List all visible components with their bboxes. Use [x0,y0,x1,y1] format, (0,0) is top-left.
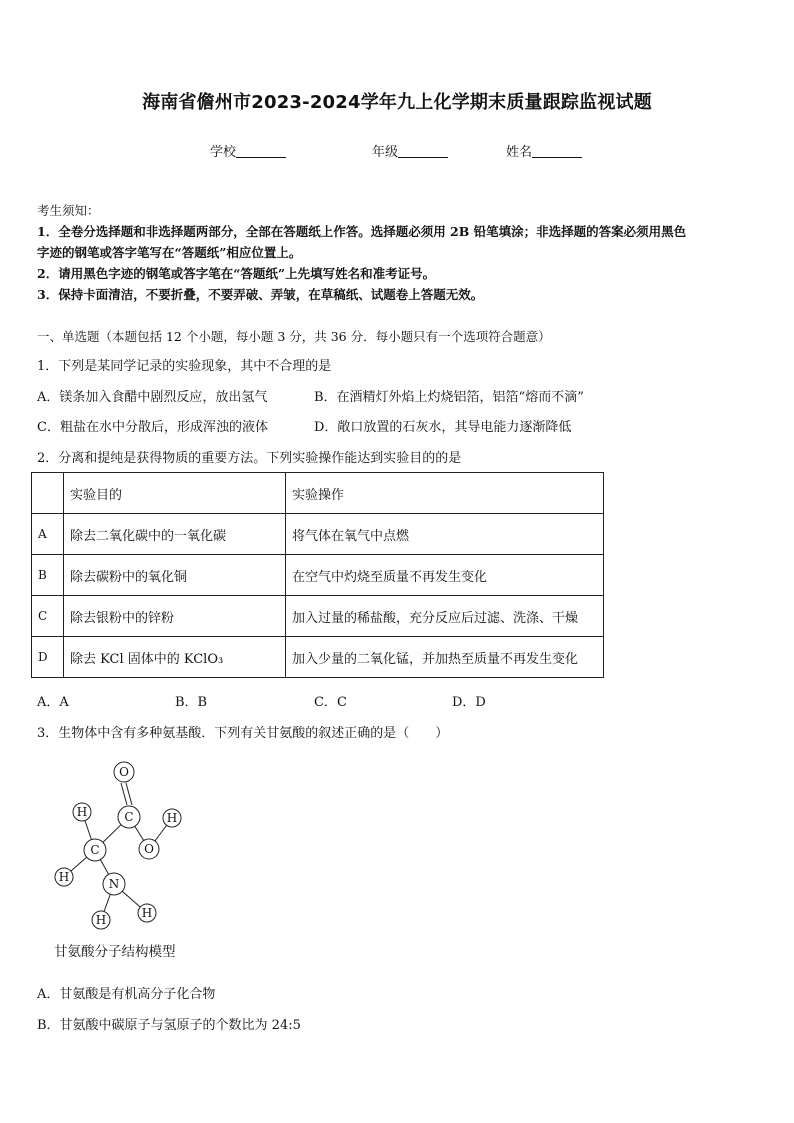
q2-option-a[interactable]: A．A [37,695,69,710]
notice-line-2: 2．请用黑色字迹的钢笔或答字笔在“答题纸”上先填写姓名和准考证号。 [37,266,436,281]
grade-field [372,141,448,160]
row-operation: 加入少量的二氧化锰，并加热至质量不再发生变化 [286,637,604,678]
bond [126,783,132,805]
grade-blank[interactable] [398,145,448,158]
glycine-molecule-diagram [40,755,200,940]
q1-option-d[interactable]: D．敞口放置的石灰水，其导电能力逐渐降低 [314,420,572,435]
table-row [32,637,604,678]
atom-label-o-top: O [119,765,129,779]
atom-label-h-bottom-2: H [141,906,153,920]
table-header-label [32,473,64,514]
q3-option-b[interactable]: B．甘氨酸中碳原子与氢原子的个数比为 24:5 [37,1018,301,1033]
q2-option-d[interactable]: D．D [452,695,486,710]
atom-label-o-right: O [144,842,154,856]
school-label: 学校 [210,145,237,160]
experiment-table [31,472,604,678]
q1-option-c[interactable]: C．粗盐在水中分散后，形成浑浊的液体 [37,420,268,435]
notice-heading: 考生须知： [37,203,100,218]
atom-label-h-right: H [166,811,178,825]
row-operation: 加入过量的稀盐酸，充分反应后过滤、洗涤、干燥 [286,596,604,637]
table-row [32,555,604,596]
row-purpose: 除去碳粉中的氧化铜 [64,555,286,596]
row-label: B [32,555,64,596]
row-label: D [32,637,64,678]
row-purpose: 除去银粉中的锌粉 [64,596,286,637]
table-header-row [32,473,604,514]
row-label: A [32,514,64,555]
q3-option-a[interactable]: A．甘氨酸是有机高分子化合物 [37,987,216,1002]
diagram-caption: 甘氨酸分子结构模型 [54,944,176,960]
section-1-title: 一、单选题（本题包括 12 个小题，每小题 3 分，共 36 分．每小题只有一个选项符合题意） [37,329,551,344]
notice-line-3: 3．保持卡面清洁，不要折叠，不要弄破、弄皱，在草稿纸、试题卷上答题无效。 [37,287,484,302]
atom-label-h-left: H [58,870,70,884]
table-header-purpose: 实验目的 [64,473,286,514]
page-title: 海南省儋州市2023-2024学年九上化学期末质量跟踪监视试题 [142,92,652,113]
row-purpose: 除去 KCl 固体中的 KClO₃ [64,637,286,678]
notice-line-1a: 1．全卷分选择题和非选择题两部分，全部在答题纸上作答。选择题必须用 2B 铅笔填涂；非选择题的答案必须用黑色 [37,224,687,239]
q1-stem: 1．下列是某同学记录的实验现象，其中不合理的是 [37,359,332,374]
q2-stem: 2．分离和提纯是获得物质的重要方法。下列实验操作能达到实验目的的是 [37,451,462,466]
q3-stem: 3．生物体中含有多种氨基酸．下列有关甘氨酸的叙述正确的是（ ） [37,726,449,741]
row-operation: 将气体在氧气中点燃 [286,514,604,555]
row-label: C [32,596,64,637]
atom-label-h-bottom-1: H [95,913,107,927]
name-label: 姓名 [506,145,533,160]
q2-option-b[interactable]: B．B [175,695,208,710]
bond [121,783,127,805]
grade-label: 年级 [372,145,399,160]
q1-option-a[interactable]: A．镁条加入食醋中剧烈反应，放出氢气 [37,390,268,405]
atom-circles [55,762,181,929]
school-blank[interactable] [236,145,286,158]
atom-label-n: N [108,877,120,891]
q1-option-b[interactable]: B．在酒精灯外焰上灼烧铝箔，铝箔“熔而不滴” [314,390,584,405]
school-field [210,141,286,160]
table-header-operation: 实验操作 [286,473,604,514]
notice-line-1b: 字迹的钢笔或答字笔写在“答题纸”相应位置上。 [37,245,302,260]
table-row [32,596,604,637]
name-blank[interactable] [532,145,582,158]
atom-label-c2: C [90,843,100,857]
row-operation: 在空气中灼烧至质量不再发生变化 [286,555,604,596]
row-purpose: 除去二氧化碳中的一氧化碳 [64,514,286,555]
name-field [506,141,582,160]
table-row [32,514,604,555]
atom-labels [59,765,177,927]
atom-label-h-upper-left: H [76,805,88,819]
q2-option-c[interactable]: C．C [314,695,347,710]
atom-label-c1: C [124,810,134,824]
